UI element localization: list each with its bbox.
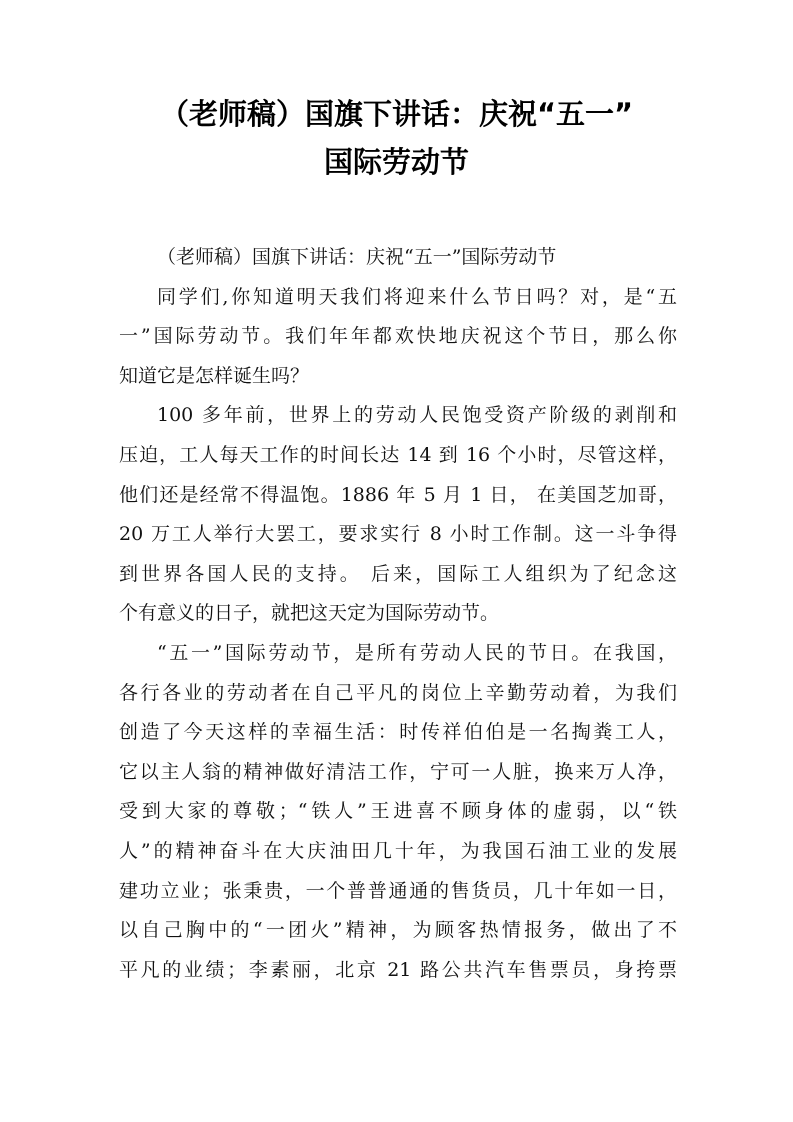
text-line: 同学们,你知道明天我们将迎来什么节日吗？对，是“五 xyxy=(157,285,677,308)
text-line: 它以主人翁的精神做好清洁工作，宁可一人脏，换来万人净， xyxy=(119,760,677,783)
text-line: 到世界各国人民的支持。 后来，国际工人组织为了纪念这 xyxy=(119,562,677,585)
text-line: 20 万工人举行大罢工，要求实行 8 小时工作制。这一斗争得 xyxy=(119,523,677,546)
paragraph xyxy=(119,278,677,397)
document-body xyxy=(119,238,677,990)
text-line: 受到大家的尊敬；“铁人”王进喜不顾身体的虚弱，以“铁 xyxy=(119,800,677,823)
text-line: 各行各业的劳动者在自己平凡的岗位上辛勤劳动着，为我们 xyxy=(119,681,677,704)
text-line: 一”国际劳动节。我们年年都欢快地庆祝这个节日，那么你 xyxy=(119,325,677,348)
text-line: 个有意义的日子，就把这天定为国际劳动节。 xyxy=(119,602,500,625)
text-line: 压迫，工人每天工作的时间长达 14 到 16 个小时，尽管这样， xyxy=(119,443,677,466)
text-line: 人”的精神奋斗在大庆油田几十年，为我国石油工业的发展 xyxy=(119,839,677,862)
text-line: 100 多年前，世界上的劳动人民饱受资产阶级的剥削和 xyxy=(157,404,677,427)
title-line: （老师稿）国旗下讲话：庆祝“五一” xyxy=(159,97,634,131)
document-subtitle: （老师稿）国旗下讲话：庆祝“五一”国际劳动节 xyxy=(157,246,557,268)
text-line: 知道它是怎样诞生吗？ xyxy=(119,364,310,387)
paragraph xyxy=(119,634,677,990)
text-line: “五一”国际劳动节，是所有劳动人民的节日。在我国， xyxy=(157,641,677,664)
text-line: 以自己胸中的“一团火”精神，为顾客热情报务，做出了不 xyxy=(119,919,677,942)
title-line: 国际劳动节 xyxy=(323,145,469,179)
document-title xyxy=(100,90,693,186)
text-line: 建功立业；张秉贵，一个普普通通的售货员，几十年如一日， xyxy=(119,879,677,902)
paragraph xyxy=(119,396,677,634)
text-line: 他们还是经常不得温饱。1886 年 5 月 1 日， 在美国芝加哥， xyxy=(119,483,677,506)
text-line: 创造了今天这样的幸福生活：时传祥伯伯是一名掏粪工人， xyxy=(119,721,677,744)
text-line: 平凡的业绩；李素丽，北京 21 路公共汽车售票员，身挎票 xyxy=(119,958,677,981)
